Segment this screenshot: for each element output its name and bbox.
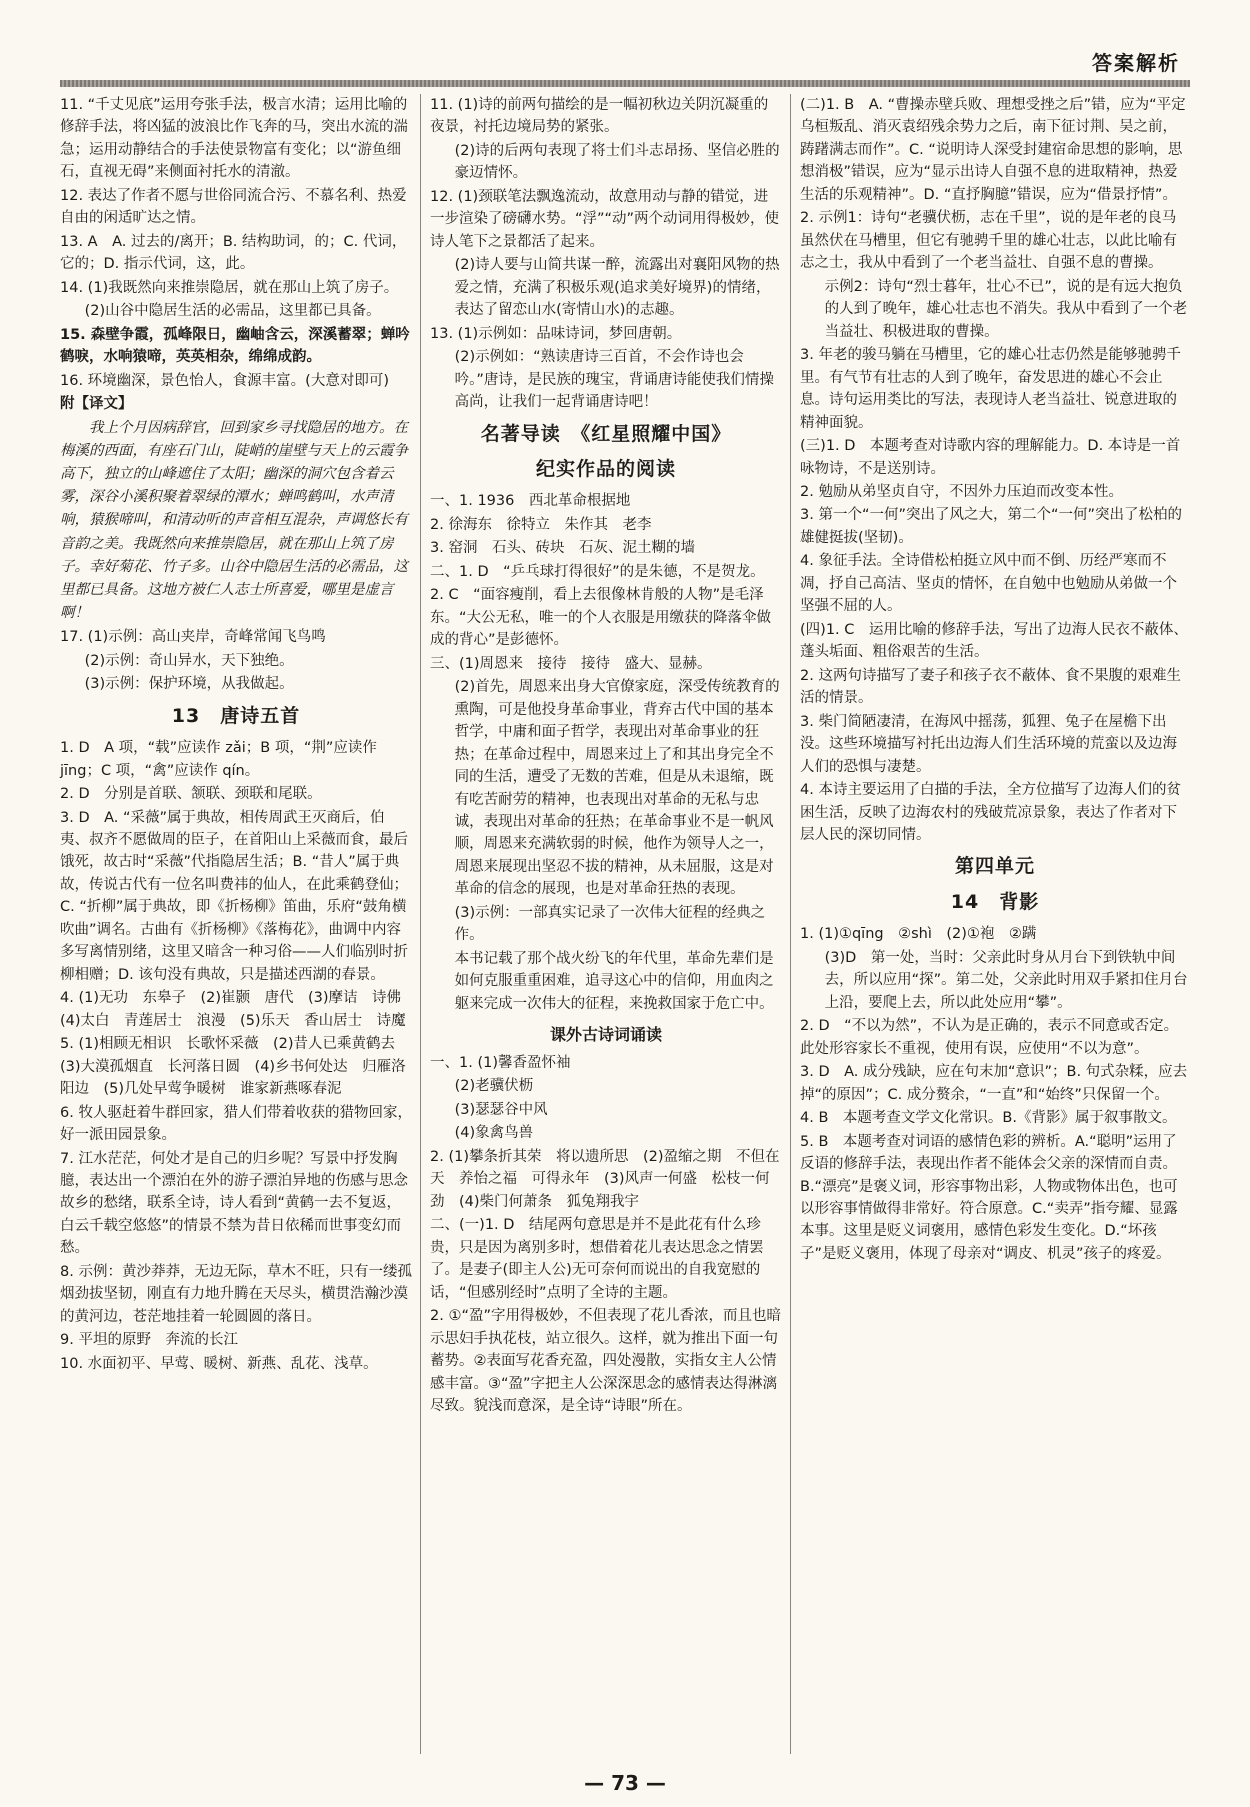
- answer-item: 11. (1)诗的前两句描绘的是一幅初秋边关阴沉凝重的夜景，衬托边境局势的紧张。: [430, 97, 769, 136]
- answer-item: 1. (1)①qīng ②shì (2)①袍 ②蹒: [800, 926, 1037, 943]
- answer-item: (3)瑟瑟谷中风: [454, 1101, 548, 1118]
- answer-item: 3. 第一个“一何”突出了风之大，第二个“一何”突出了松柏的雄健挺拔(坚韧)。: [800, 507, 1182, 546]
- answer-item: 13. (1)示例如：品味诗词，梦回唐朝。: [430, 325, 682, 342]
- answer-item: 1. D A 项，“载”应读作 zǎi；B 项，“荆”应读作 jīng；C 项，“禽”应读作 qín。: [60, 740, 377, 779]
- answer-item: (3)示例：保护环境，从我做起。: [84, 676, 294, 693]
- header-rule: [60, 80, 1190, 87]
- translation-heading: 附【译文】: [60, 396, 133, 413]
- section-title: 第四单元: [954, 855, 1035, 878]
- section-subtitle: 14 背影: [950, 890, 1040, 913]
- answer-item: (四)1. C 运用比喻的修辞手法，写出了边海人民衣不蔽体、蓬头垢面、粗俗艰苦的生活。: [800, 621, 1188, 661]
- answer-item: 5. B 本题考查对词语的感情色彩的辨析。A.“聪明”运用了反语的修辞手法，表现出作者不能体会父亲的深情而自责。B.“漂亮”是褒义词，形容事物出彩，人物或物体出色，也可以形容事情做得非常好。符合原意。C.“卖弄”指夸耀、显露本事。这里是贬义词褒用，感情色彩发生变化。D.“坏孩子”是贬义褒用，体现了母亲对“调皮、机灵”孩子的疼爱。: [800, 1133, 1178, 1262]
- answer-item: 5. (1)相顾无相识 长歌怀采薇 (2)昔人已乘黄鹤去 (3)大漠孤烟直 长河落日圆 (4)乡书何处达 归雁洛阳边 (5)几处早莺争暖树 谁家新燕啄春泥: [60, 1036, 410, 1098]
- answer-item: 2. C “面容瘦削，看上去很像林肯般的人物”是毛泽东。“大公无私，唯一的个人衣服是用缴获的降落伞做成的背心”是彭德怀。: [430, 587, 772, 649]
- answer-item: 14. (1)我既然向来推崇隐居，就在那山上筑了房子。: [60, 279, 399, 296]
- answer-item: 4. (1)无功 东皋子 (2)崔颢 唐代 (3)摩诘 诗佛 (4)太白 青莲居士 浪漫 (5)乐天 香山居士 诗魔: [60, 990, 416, 1029]
- answer-item: (二)1. B A. “曹操赤壁兵败、理想受挫之后”错，应为“平定乌桓叛乱、消灭袁绍残余势力之后，南下征讨荆、吴之前，踌躇满志而作”。C. “说明诗人深受封建宿命思想的影响，思想消极”错误，应为“显示出诗人自强不息的进取精神，热爱生活的乐观精神”。D. “直抒胸臆”错误，应为“借景抒情”。: [800, 97, 1186, 203]
- column-left: [60, 94, 416, 1754]
- section-title: 课外古诗词诵读: [549, 1025, 662, 1045]
- answer-item: 示例2：诗句“烈士暮年，壮心不已”，说的是有远大抱负的人到了晚年，雄心壮志也不消失。我从中看到了一个老当益壮、积极进取的曹操。: [824, 278, 1188, 340]
- section-title: 13 唐诗五首: [171, 704, 301, 727]
- translation-text: 我上个月因病辞官，回到家乡寻找隐居的地方。在梅溪的西面，有座石门山，陡峭的崖壁与天上的云霞争高下，独立的山峰遮住了太阳；幽深的洞穴包含着云雾，深谷小溪积聚着翠绿的潭水；蝉鸣鹤叫，水声清响，猿猴啼叫，和清动听的声音相互混杂，声调悠长有音韵之美。我既然向来推崇隐居，就在那山上筑了房子。幸好菊花、竹子多。山谷中隐居生活的必需品，这里都已具备。这地方被仁人志士所喜爱，哪里是虚言啊！: [60, 419, 408, 622]
- column-divider: [790, 94, 791, 1754]
- column-divider: [420, 94, 421, 1754]
- page-number: — 73 —: [584, 1771, 666, 1795]
- answer-item: 3. 柴门简陋凄清，在海风中摇荡，狐狸、兔子在屋檐下出没。这些环境描写衬托出边海人们生活环境的荒蛮以及边海人们的恐惧与凄楚。: [800, 713, 1177, 775]
- answer-item: (2)诗的后两句表现了将士们斗志昂扬、坚信必胜的豪迈情怀。: [454, 142, 780, 182]
- answer-item: (三)1. D 本题考查对诗歌内容的理解能力。D. 本诗是一首咏物诗，不是送别诗。: [800, 438, 1181, 477]
- answer-item: (2)老骥伏枥: [454, 1078, 534, 1095]
- answer-item: 2. 徐海东 徐特立 朱作其 老李: [430, 516, 652, 533]
- answer-item: 4. 本诗主要运用了白描的手法，全方位描写了边海人们的贫困生活，反映了边海农村的残破荒凉景象，表达了作者对下层人民的深切同情。: [800, 782, 1181, 843]
- answer-item: 2. 这两句诗描写了妻子和孩子衣不蔽体、食不果腹的艰难生活的情景。: [800, 667, 1181, 707]
- answer-item: 16. 环境幽深，景色怡人，食源丰富。(大意对即可): [60, 372, 389, 389]
- answer-item: 8. 示例：黄沙莽莽，无边无际，草木不旺，只有一缕孤烟劲拔坚韧，刚直有力地升腾在天尽头，横贯浩瀚沙漠的黄河边，苍茫地挂着一轮圆圆的落日。: [60, 1263, 412, 1325]
- answer-item: 2. ①“盈”字用得极妙，不但表现了花儿香浓，而且也暗示思妇手执花枝，站立很久。这样，就为推出下面一句蓄势。②表面写花香充盈，四处漫散，实指女主人公情感丰富。③“盈”字把主人公深深思念的感情表达得淋漓尽致。貌浅而意深，是全诗“诗眼”所在。: [430, 1308, 781, 1415]
- answer-item: 4. B 本题考查文学文化常识。B.《背影》属于叙事散文。: [800, 1110, 1177, 1127]
- answer-item: 7. 江水茫茫，何处才是自己的归乡呢？写景中抒发胸臆，表达出一个漂泊在外的游子漂泊异地的伤感与思念故乡的愁绪，联系全诗，诗人看到“黄鹤一去不复返，白云千载空悠悠”的情景不禁为昔日依稀而世事变幻而愁。: [60, 1150, 408, 1257]
- header-title: 答案解析: [1092, 51, 1180, 75]
- answer-item: 2. D 分别是首联、颔联、颈联和尾联。: [60, 786, 322, 803]
- answer-item: (2)示例如：“熟读唐诗三百首，不会作诗也会吟。”唐诗，是民族的瑰宝，背诵唐诗能使我们情操高尚，让我们一起背诵唐诗吧！: [454, 349, 774, 411]
- answer-item: 17. (1)示例：高山夹岸，奇峰常闻飞鸟鸣: [60, 629, 326, 646]
- answer-item: 2. 示例1：诗句“老骥伏枥，志在千里”，说的是年老的良马虽然伏在马槽里，但它有驰骋千里的雄心壮志，以此比喻有志之士，我从中看到了一个老当益壮、自强不息的曹操。: [800, 210, 1177, 272]
- answer-item: 二、(一)1. D 结尾两句意思是并不是此花有什么珍贵，只是因为离别多时，想借着花儿表达思念之情罢了。是妻子(即主人公)无可奈何而说出的自我宽慰的话，“但感别经时”点明了全诗的主题。: [430, 1217, 764, 1301]
- answer-item: 2. (1)攀条折其荣 将以遗所思 (2)盈缩之期 不但在天 养怡之福 可得永年 (3)风声一何盛 松枝一何劲 (4)柴门何萧条 狐兔翔我宇: [430, 1148, 780, 1210]
- answer-item: 6. 牧人驱赶着牛群回家，猎人们带着收获的猎物回家，好一派田园景象。: [60, 1104, 412, 1144]
- column-middle: [430, 94, 782, 1754]
- answer-item: 10. 水面初平、早莺、暖树、新燕、乱花、浅草。: [60, 1355, 378, 1372]
- answer-item: 15. 森壁争霞，孤峰限日，幽岫含云，深溪蓄翠；蝉吟鹤唳，水响猿啼，英英相杂，绵绵成韵。: [60, 326, 410, 366]
- answer-item: 一、1. (1)馨香盈怀袖: [430, 1055, 571, 1072]
- answer-item: 12. 表达了作者不愿与世俗同流合污、不慕名利、热爱自由的闲适旷达之情。: [60, 187, 407, 227]
- answer-item: (2)山谷中隐居生活的必需品，这里都已具备。: [84, 303, 381, 320]
- answer-item: (4)象禽鸟兽: [454, 1125, 534, 1142]
- answer-item: 9. 平坦的原野 奔流的长江: [60, 1332, 238, 1349]
- section-title: 名著导读 《红星照耀中国》: [480, 422, 732, 445]
- answer-item: (2)示例：奇山异水，天下独绝。: [84, 652, 294, 669]
- answer-item: (3)D 第一处，当时：父亲此时身从月台下到铁轨中间去，所以应用“探”。第二处，父亲此时用双手紧扣住月台上沿，要爬上去，所以此处应用“攀”。: [824, 949, 1188, 1011]
- answer-item: 3. 窑洞 石头、砖块 石灰、泥土糊的墙: [430, 540, 695, 557]
- answer-item: 12. (1)颈联笔法飘逸流动，故意用动与静的错觉，进一步渲染了磅礴水势。“浮”“动”两个动词用得极妙，使诗人笔下之景都活了起来。: [430, 188, 780, 250]
- answer-item: 2. 勉励从弟坚贞自守，不因外力压迫而改变本性。: [800, 483, 1123, 500]
- answer-item: (3)示例：一部真实记录了一次伟大征程的经典之作。: [454, 904, 766, 944]
- answer-item: (2)诗人要与山简共谋一醉，流露出对襄阳风物的热爱之情，充满了积极乐观(追求美好境界)的情绪，表达了留恋山水(寄情山水)的志趣。: [454, 257, 780, 319]
- column-right: [800, 94, 1190, 1754]
- answer-item: 一、1. 1936 西北革命根据地: [430, 493, 631, 510]
- section-subtitle: 纪实作品的阅读: [535, 458, 676, 480]
- answer-item: 4. 象征手法。全诗借松柏挺立风中而不倒、历经严寒而不凋，抒自己高洁、坚贞的情怀，在自勉中也勉励从弟做一个坚强不屈的人。: [800, 553, 1177, 615]
- answer-item: 三、(1)周恩来 接待 接待 盛大、显赫。: [430, 655, 712, 672]
- answer-item: 2. D “不以为然”，不认为是正确的，表示不同意或否定。此处形容家长不重视，使用有误，应使用“不以为意”。: [800, 1018, 1179, 1057]
- answer-item: 3. D A. 成分残缺，应在句末加“意识”；B. 句式杂糅，应去掉“的原因”；C. 成分赘余，“一直”和“始终”只保留一个。: [800, 1064, 1188, 1103]
- answer-item: 3. 年老的骏马躺在马槽里，它的雄心壮志仍然是能够驰骋千里。有气节有壮志的人到了晚年，奋发思进的雄心不会止息。诗句运用类比的写法，表现诗人老当益壮、锐意进取的精神面貌。: [800, 347, 1181, 431]
- answer-item: 13. A A. 过去的/离开；B. 结构助词，的；C. 代词，它的；D. 指示代词，这，此。: [60, 233, 407, 273]
- answer-item: (2)首先，周恩来出身大官僚家庭，深受传统教育的熏陶，可是他投身革命事业，背弃古代中国的基本哲学，中庸和面子哲学，表现出对革命事业的狂热；在革命过程中，周恩来过上了和其出身完全不同的生活，遭受了无数的苦难，但是从未退缩，既有吃苦耐劳的精神，也表现出对革命的无私与忠诚，表现出对革命的狂热；在革命事业不是一帆风顺，周恩来充满软弱的时候，他作为领导人之一，周恩来展现出坚忍不拔的精神，从未屈服，这是对革命的信念的展现，也是对革命狂热的表现。: [454, 679, 780, 898]
- answer-item: 3. D A. “采薇”属于典故，相传周武王灭商后，伯夷、叔齐不愿做周的臣子，在首阳山上采薇而食，最后饿死，故古时“采薇”代指隐居生活；B. “昔人”属于典故，传说古代有一位名叫费祎的仙人，在此乘鹤登仙；C. “折柳”属于典故，即《折杨柳》笛曲，乐府“鼓角横吹曲”调名。古曲有《折杨柳》《落梅花》，曲调中内容多写离情别绪，这里又暗含一种习俗——人们临别时折柳相赠；D. 该句没有典故，只是描述西湖的春景。: [60, 809, 408, 983]
- answer-item: 二、1. D “乒乓球打得很好”的是朱德，不是贺龙。: [430, 563, 765, 580]
- answer-item: 本书记载了那个战火纷飞的年代里，革命先辈们是如何克服重重困难，追寻这心中的信仰，用血肉之躯来完成一次伟大的征程，来挽救国家于危亡中。: [454, 950, 774, 1012]
- answer-item: 11. “千丈见底”运用夸张手法，极言水清；运用比喻的修辞手法，将凶猛的波浪比作飞奔的马，突出水流的湍急；运用动静结合的手法使景物富有变化；以“游鱼细石，直视无碍”来侧面衬托水的清澈。: [60, 97, 408, 181]
